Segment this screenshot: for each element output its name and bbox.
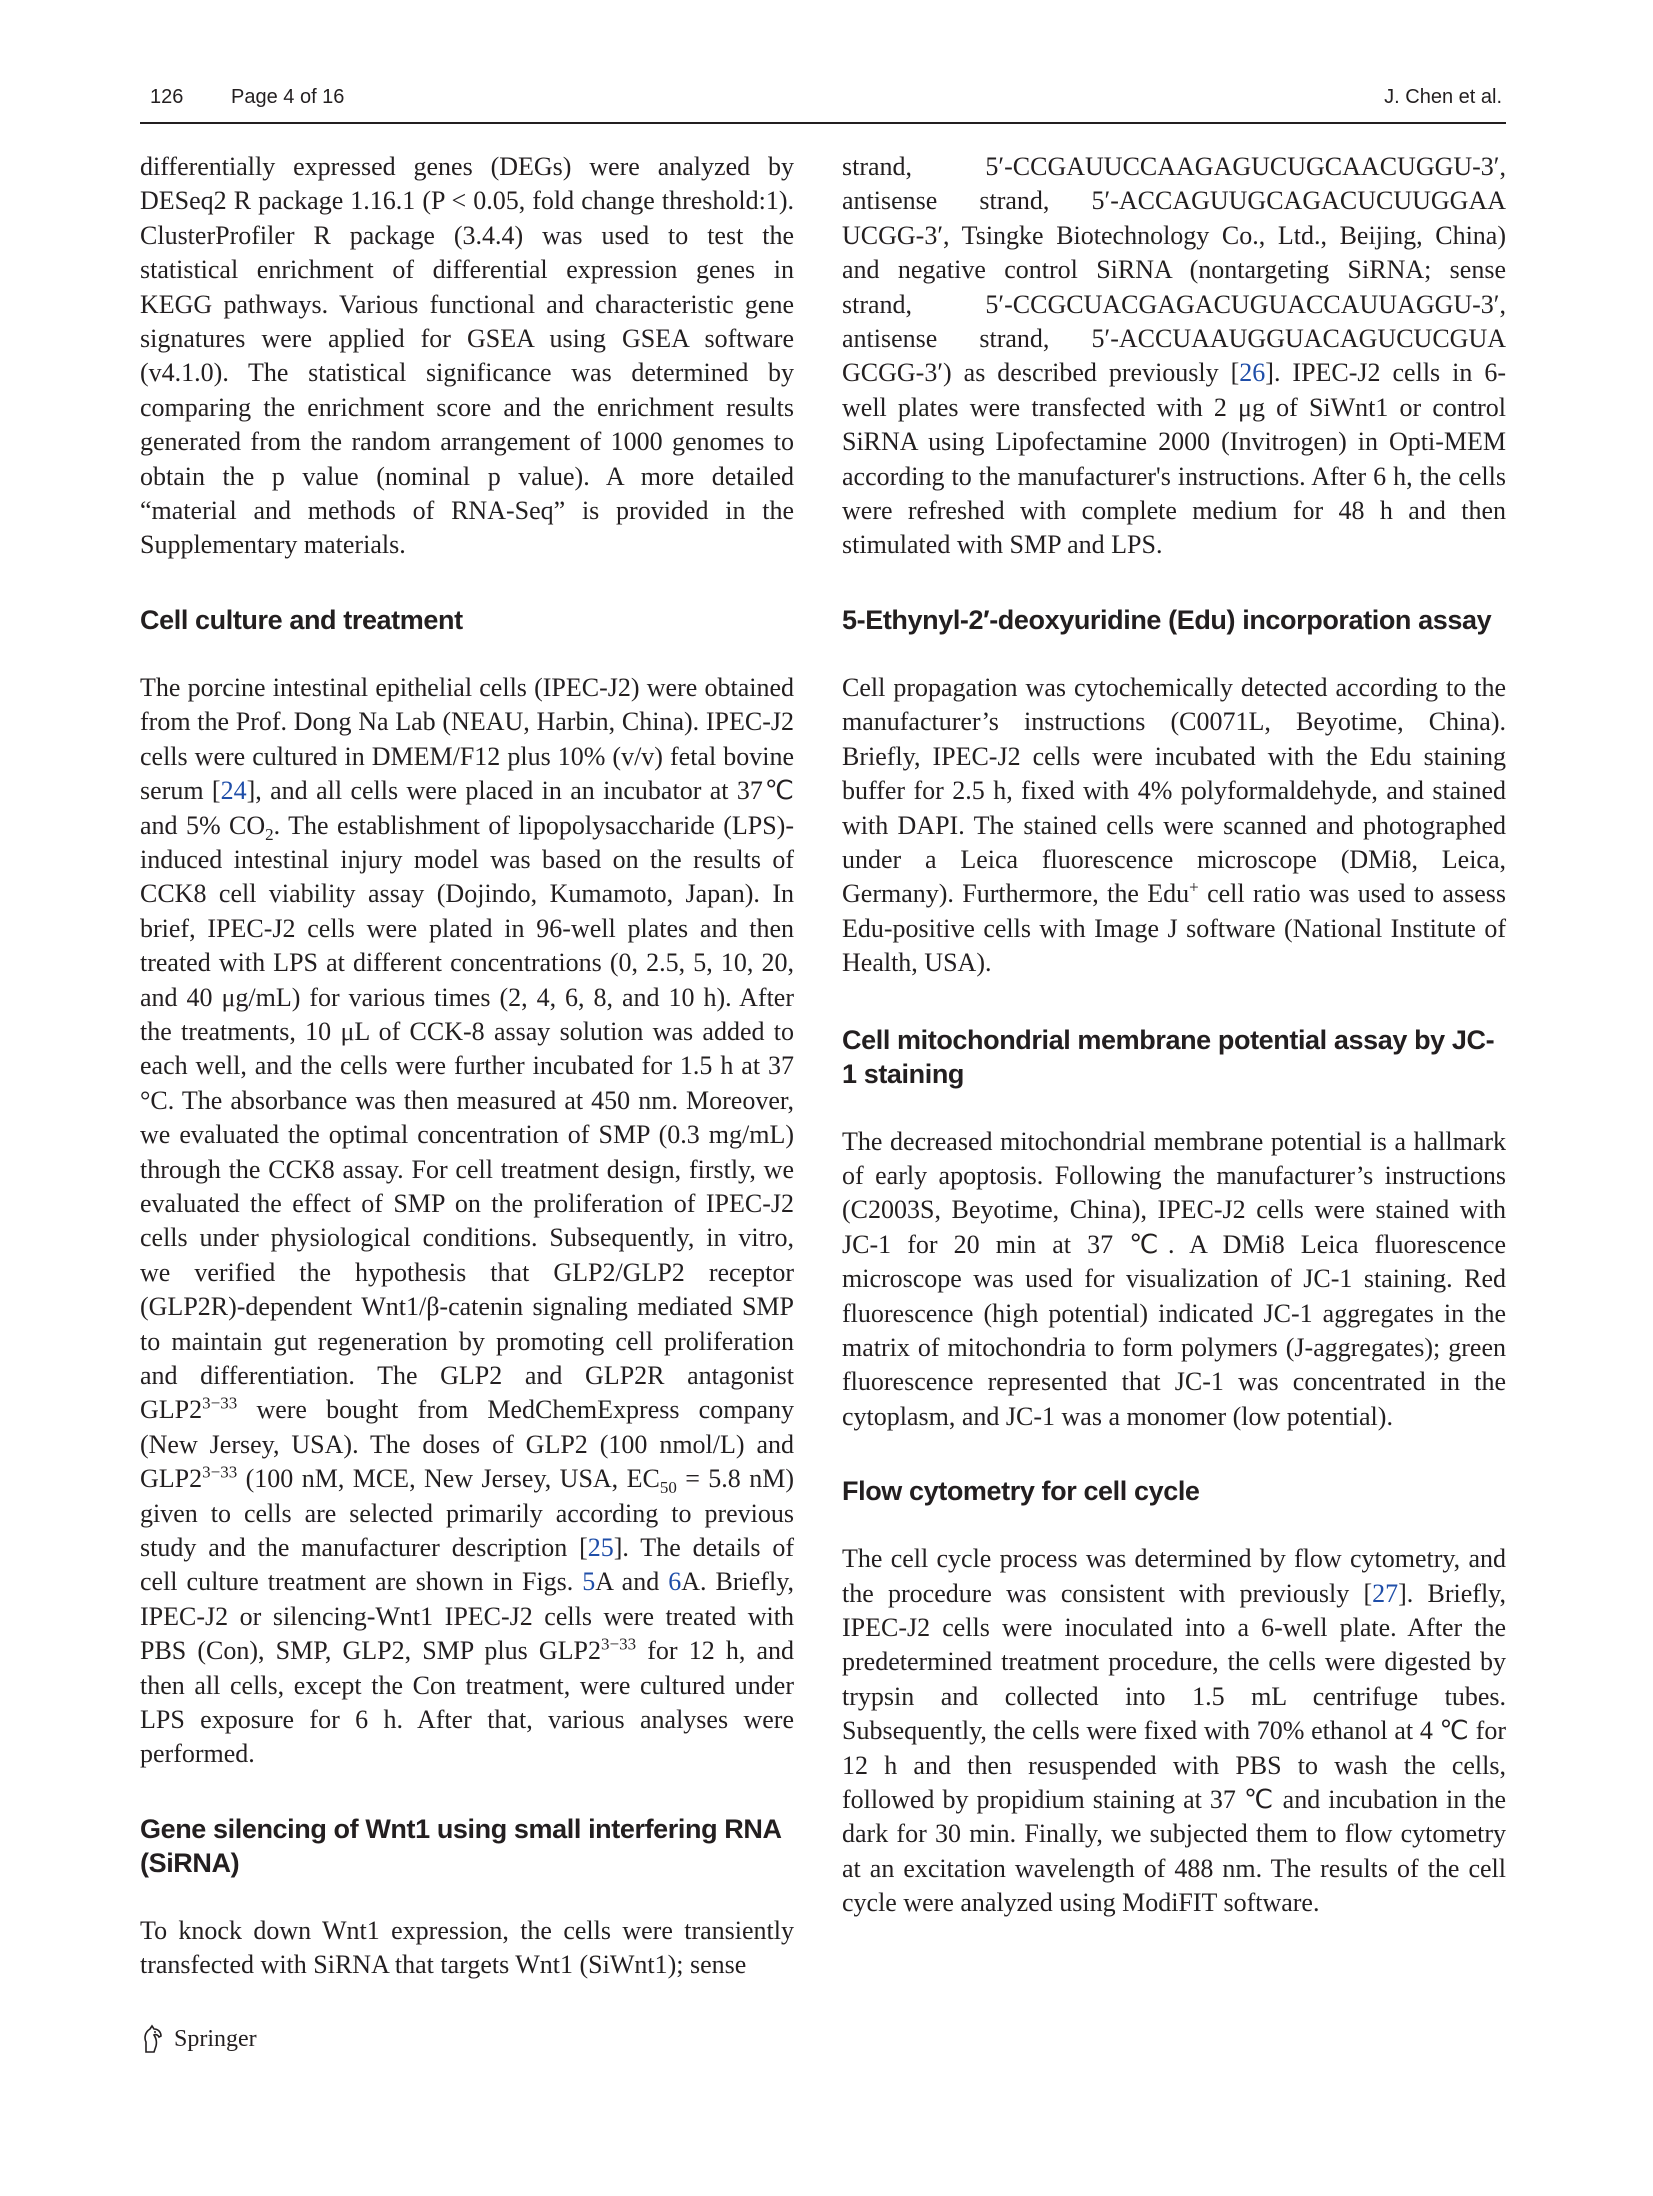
paragraph-edu-assay: Cell propagation was cytochemically detected according to the manufacturer’s instructions (C0071L, Beyotime, China). Briefly, IPEC-J2 cells were incubated with the Edu staining buffer for 2.5 h, fixed with 4% polyformaldehyde, and stained with DAPI. The stained cells were scanned and photographed under a Leica fluorescence microscope (DMi8, Leica, Germany). Furthermore, the Edu+ cell ratio was used to assess Edu-positive cells with Image J software (National Institute of Health, USA). <box>842 672 1506 978</box>
heading-edu-assay: 5-Ethynyl-2′-deoxyuridine (Edu) incorporation assay <box>842 604 1492 635</box>
paragraph-jc1-assay: The decreased mitochondrial membrane potential is a hallmark of early apoptosis. Following the manufacturer’s instructions (C2003S, Beyotime, China), IPEC-J2 cells were stained with JC-1 for 20 min at 37 ℃. A DMi8 Leica fluorescence microscope was used for visualization of JC-1 staining. Red fluorescence (high potential) indicated JC-1 aggregates in the matrix of mitochondria to form polymers (J-aggregates); green fluorescence represented that JC-1 was concentrated in the cytoplasm, and JC-1 was a monomer (low potential). <box>842 1126 1506 1431</box>
citation-link[interactable]: 24 <box>220 776 247 806</box>
springer-horse-icon <box>140 2024 166 2054</box>
heading-flow-cytometry: Flow cytometry for cell cycle <box>842 1476 1200 1507</box>
publisher-footer <box>140 2024 257 2054</box>
page-of-label: Page 4 of 16 <box>231 86 345 108</box>
citation-link[interactable]: 26 <box>1239 358 1266 388</box>
paragraph-gene-silencing: To knock down Wnt1 expression, the cells were transiently transfected with SiRNA that targets Wnt1 (SiWnt1); sense <box>140 1915 794 1980</box>
paragraph-rnaseq-methods: differentially expressed genes (DEGs) were analyzed by DESeq2 R package 1.16.1 (P < 0.05, fold change threshold:1). ClusterProfiler R package (3.4.4) was used to test the statistical enrichment of differential expression genes in KEGG pathways. Various functional and characteristic gene signatures were applied for GSEA using GSEA software (v4.1.0). The statistical significance was determined by comparing the enrichment score and the enrichment results generated from the random arrangement of 1000 genomes to obtain the p value (nominal p value). A more detailed “material and methods of RNA-Seq” is provided in the Supplementary materials. <box>140 152 794 560</box>
page-number: 126 <box>150 86 184 108</box>
paragraph-sirna-sequences: strand, 5′-CCGAUUCCAAGAGUCUGCAACUGGU-3′, antisense strand, 5′-ACCAGUUGCAGACUCUUGGAA UCGG-3′, Tsingke Biotechnology Co., Ltd., Beijing, China) and negative control SiRNA (nontargeting SiRNA; sense strand, 5′-CCGCUACGAGACUGUACCAUUAGGU-3′, antisense strand, 5′-ACCUAAUGGUACAGUCUCGUA GCGG-3′) as described previously [26]. IPEC-J2 cells in 6-well plates were transfected with 2 μg of SiWnt1 or control SiRNA using Lipofectamine 2000 (Invitrogen) in Opti-MEM according to the manufacturer's instructions. After 6 h, the cells were refreshed with complete medium for 48 h and then stimulated with SMP and LPS. <box>842 152 1506 560</box>
publisher-name: Springer <box>174 2025 257 2052</box>
paragraph-cell-culture: The porcine intestinal epithelial cells (IPEC-J2) were obtained from the Prof. Dong Na Lab (NEAU, Harbin, China). IPEC-J2 cells were cultured in DMEM/F12 plus 10% (v/v) fetal bovine serum [24], and all cells were placed in an incubator at 37℃ and 5% $CO_2$. The establishment of lipopolysaccharide (LPS)-induced intestinal injury model was based on the results of CCK8 cell viability assay (Dojindo, Kumamoto, Japan). In brief, IPEC-J2 cells were plated in 96-well plates and then treated with LPS at different concentrations (0, 2.5, 5, 10, 20, and 40 μg/mL) for various times (2, 4, 6, 8, and 10 h). After the treatments, 10 μL of CCK-8 assay solution was added to each well, and the cells were further incubated for 1.5 h at 37 °C. The absorbance was then measured at 450 nm. Moreover, we evaluated the optimal concentration of SMP (0.3 mg/mL) through the CCK8 assay. For cell treatment design, firstly, we evaluated the effect of SMP on the proliferation of IPEC-J2 cells under physiological conditions. Subsequently, in vitro, we verified the hypothesis that GLP2/GLP2 receptor (GLP2R)-dependent Wnt1/β-catenin signaling mediated SMP to maintain gut regeneration by promoting cell proliferation and differentiation. The GLP2 and GLP2R antagonist $GLP2^{3-33}$ were bought from MedChemExpress company (New Jersey, USA). The doses of GLP2 (100 nmol/L) and $GLP2^{3-33}$ (100 nM, MCE, New Jersey, USA, $EC_{50} = 5.8$ nM) given to cells are selected primarily according to previous study and the manufacturer description [25]. The details of cell culture treatment are shown in Figs. 5A and 6A. Briefly, IPEC-J2 or silencing-Wnt1 IPEC-J2 cells were treated with PBS (Con), SMP, GLP2, SMP plus $GLP2^{3-33}$ for 12 h, and then all cells, except the Con treatment, were cultured under LPS exposure for 6 h. After that, various analyses were performed. <box>140 672 795 1769</box>
citation-link[interactable]: 25 <box>587 1533 614 1563</box>
heading-jc1-assay: Cell mitochondrial membrane potential assay by JC-1 staining <box>842 1024 1495 1089</box>
heading-cell-culture: Cell culture and treatment <box>140 604 463 635</box>
citation-link[interactable]: 27 <box>1372 1578 1399 1608</box>
figure-link[interactable]: 6 <box>668 1567 682 1597</box>
heading-gene-silencing: Gene silencing of Wnt1 using small interfering RNA (SiRNA) <box>140 1813 781 1878</box>
running-header <box>140 86 1506 126</box>
right-column <box>842 150 1506 1921</box>
running-authors: J. Chen et al. <box>1384 86 1502 108</box>
header-rule <box>140 122 1506 124</box>
left-column <box>140 150 794 1983</box>
paragraph-flow-cytometry: The cell cycle process was determined by flow cytometry, and the procedure was consistent with previously [27]. Briefly, IPEC-J2 cells were inoculated into a 6-well plate. After the predetermined treatment procedure, the cells were digested by trypsin and collected into 1.5 mL centrifuge tubes. Subsequently, the cells were fixed with 70% ethanol at 4 ℃ for 12 h and then resuspended with PBS to wash the cells, followed by propidium staining at 37 ℃ and incubation in the dark for 30 min. Finally, we subjected them to flow cytometry at an excitation wavelength of 488 nm. The results of the cell cycle were analyzed using ModiFIT software. <box>842 1544 1506 1918</box>
figure-link[interactable]: 5 <box>582 1567 596 1597</box>
